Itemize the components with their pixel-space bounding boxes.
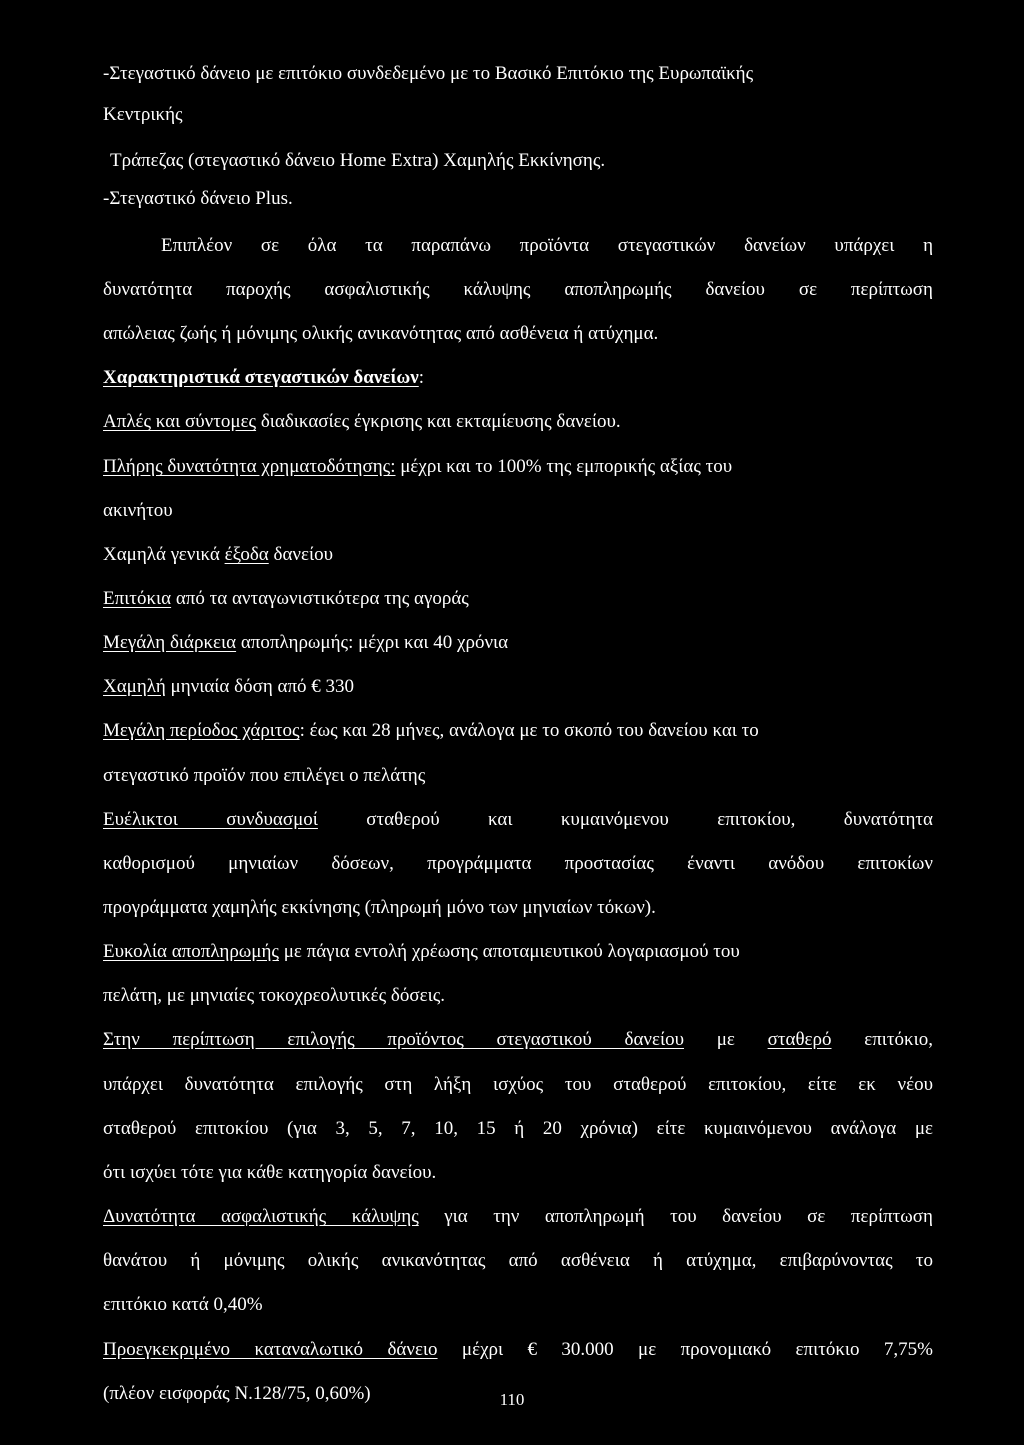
feature-title: Πλήρης δυνατότητα χρηματοδότησης: (103, 456, 396, 477)
section-heading (103, 366, 424, 390)
feature-text: μηνιαία δόση από € 330 (165, 676, 355, 697)
feature-line: ότι ισχύει τότε για κάθε κατηγορία δανείου. (103, 1162, 437, 1183)
text-line: -Στεγαστικό δάνειο Plus. (103, 188, 293, 209)
feature-title: Δυνατότητα ασφαλιστικής κάλυψης (103, 1206, 419, 1227)
feature-line (103, 543, 333, 567)
feature-text: με πάγια εντολή χρέωσης αποταμιευτικού λογαριασμού του (278, 941, 740, 962)
feature-text: από τα ανταγωνιστικότερα της αγοράς (171, 588, 469, 609)
feature-line (103, 1338, 933, 1362)
feature-line (103, 1028, 933, 1052)
feature-text: Χαμηλά γενικά (103, 544, 225, 565)
feature-text: για την αποπληρωμή του δανείου σε περίπτωση (418, 1206, 933, 1227)
feature-line (103, 455, 732, 479)
feature-line (103, 410, 621, 434)
feature-text: με (684, 1029, 768, 1050)
feature-line (103, 719, 759, 743)
feature-line: καθορισμού μηνιαίων δόσεων, προγράμματα προστασίας έναντι ανόδου επιτοκίων (103, 853, 933, 874)
feature-title: σταθερό (767, 1029, 832, 1050)
feature-text: : έως και 28 μήνες, ανάλογα με το σκοπό του δανείου και το (299, 720, 759, 741)
feature-line (103, 808, 933, 832)
feature-text: αποπληρωμής: μέχρι και 40 χρόνια (236, 632, 509, 653)
feature-line (103, 675, 354, 699)
feature-line (103, 631, 508, 655)
feature-title: Μεγάλη περίοδος χάριτος (103, 720, 300, 741)
feature-line: σταθερού επιτοκίου (για 3, 5, 7, 10, 15 ή 20 χρόνια) είτε κυμαινόμενου ανάλογα με (103, 1118, 933, 1139)
feature-title: Απλές και σύντομες (103, 411, 257, 432)
page-number: 110 (499, 1390, 525, 1409)
feature-line: (πλέον εισφοράς Ν.128/75, 0,60%) (103, 1383, 371, 1404)
feature-text: μέχρι € 30.000 με προνομιακό επιτόκιο 7,75% (437, 1339, 934, 1360)
feature-line: υπάρχει δυνατότητα επιλογής στη λήξη ισχύος του σταθερού επιτοκίου, είτε εκ νέου (103, 1074, 933, 1095)
text-line: -Στεγαστικό δάνειο με επιτόκιο συνδεδεμένο με το Βασικό Επιτόκιο της Ευρωπαϊκής (103, 63, 754, 84)
paragraph-line: απώλειας ζωής ή μόνιμης ολικής ανικανότητας από ασθένεια ή ατύχημα. (103, 323, 659, 344)
feature-line: στεγαστικό προϊόν που επιλέγει ο πελάτης (103, 765, 426, 786)
paragraph-line: δυνατότητα παροχής ασφαλιστικής κάλυψης αποπληρωμής δανείου σε περίπτωση (103, 279, 933, 300)
feature-line (103, 1205, 933, 1229)
feature-line: προγράμματα χαμηλής εκκίνησης (πληρωμή μόνο των μηνιαίων τόκων). (103, 897, 656, 918)
feature-line: θανάτου ή μόνιμης ολικής ανικανότητας από ασθένεια ή ατύχημα, επιβαρύνοντας το (103, 1250, 933, 1271)
feature-line: πελάτη, με μηνιαίες τοκοχρεολυτικές δόσεις. (103, 985, 445, 1006)
heading-colon: : (418, 367, 425, 388)
feature-line (103, 587, 469, 611)
feature-title: Προεγκεκριμένο καταναλωτικό δάνειο (103, 1339, 438, 1360)
feature-line: επιτόκιο κατά 0,40% (103, 1294, 263, 1315)
feature-text: σταθερού και κυμαινόμενου επιτοκίου, δυνατότητα (317, 809, 933, 830)
feature-title: Χαμηλή (103, 676, 166, 697)
feature-title: Ευκολία αποπληρωμής (103, 941, 279, 962)
feature-text: μέχρι και το 100% της εμπορικής αξίας του (395, 456, 733, 477)
feature-line (103, 940, 740, 964)
feature-title: έξοδα (224, 544, 269, 565)
feature-title: Ευέλικτοι συνδυασμοί (103, 809, 318, 830)
feature-title: Στην περίπτωση επιλογής προϊόντος στεγαστικού δανείου (103, 1029, 684, 1050)
feature-text: δανείου (268, 544, 333, 565)
heading-text: Χαρακτηριστικά στεγαστικών δανείων (103, 367, 419, 388)
feature-title: Επιτόκια (103, 588, 172, 609)
feature-text: επιτόκιο, (831, 1029, 933, 1050)
text-line: Τράπεζας (στεγαστικό δάνειο Home Extra) Χαμηλής Εκκίνησης. (110, 150, 606, 171)
paragraph-line: Επιπλέον σε όλα τα παραπάνω προϊόντα στεγαστικών δανείων υπάρχει η (161, 235, 933, 256)
feature-text: διαδικασίες έγκρισης και εκταμίευσης δανείου. (256, 411, 621, 432)
feature-line: ακινήτου (103, 500, 173, 521)
text-line: Κεντρικής (103, 104, 183, 125)
feature-title: Μεγάλη διάρκεια (103, 632, 237, 653)
